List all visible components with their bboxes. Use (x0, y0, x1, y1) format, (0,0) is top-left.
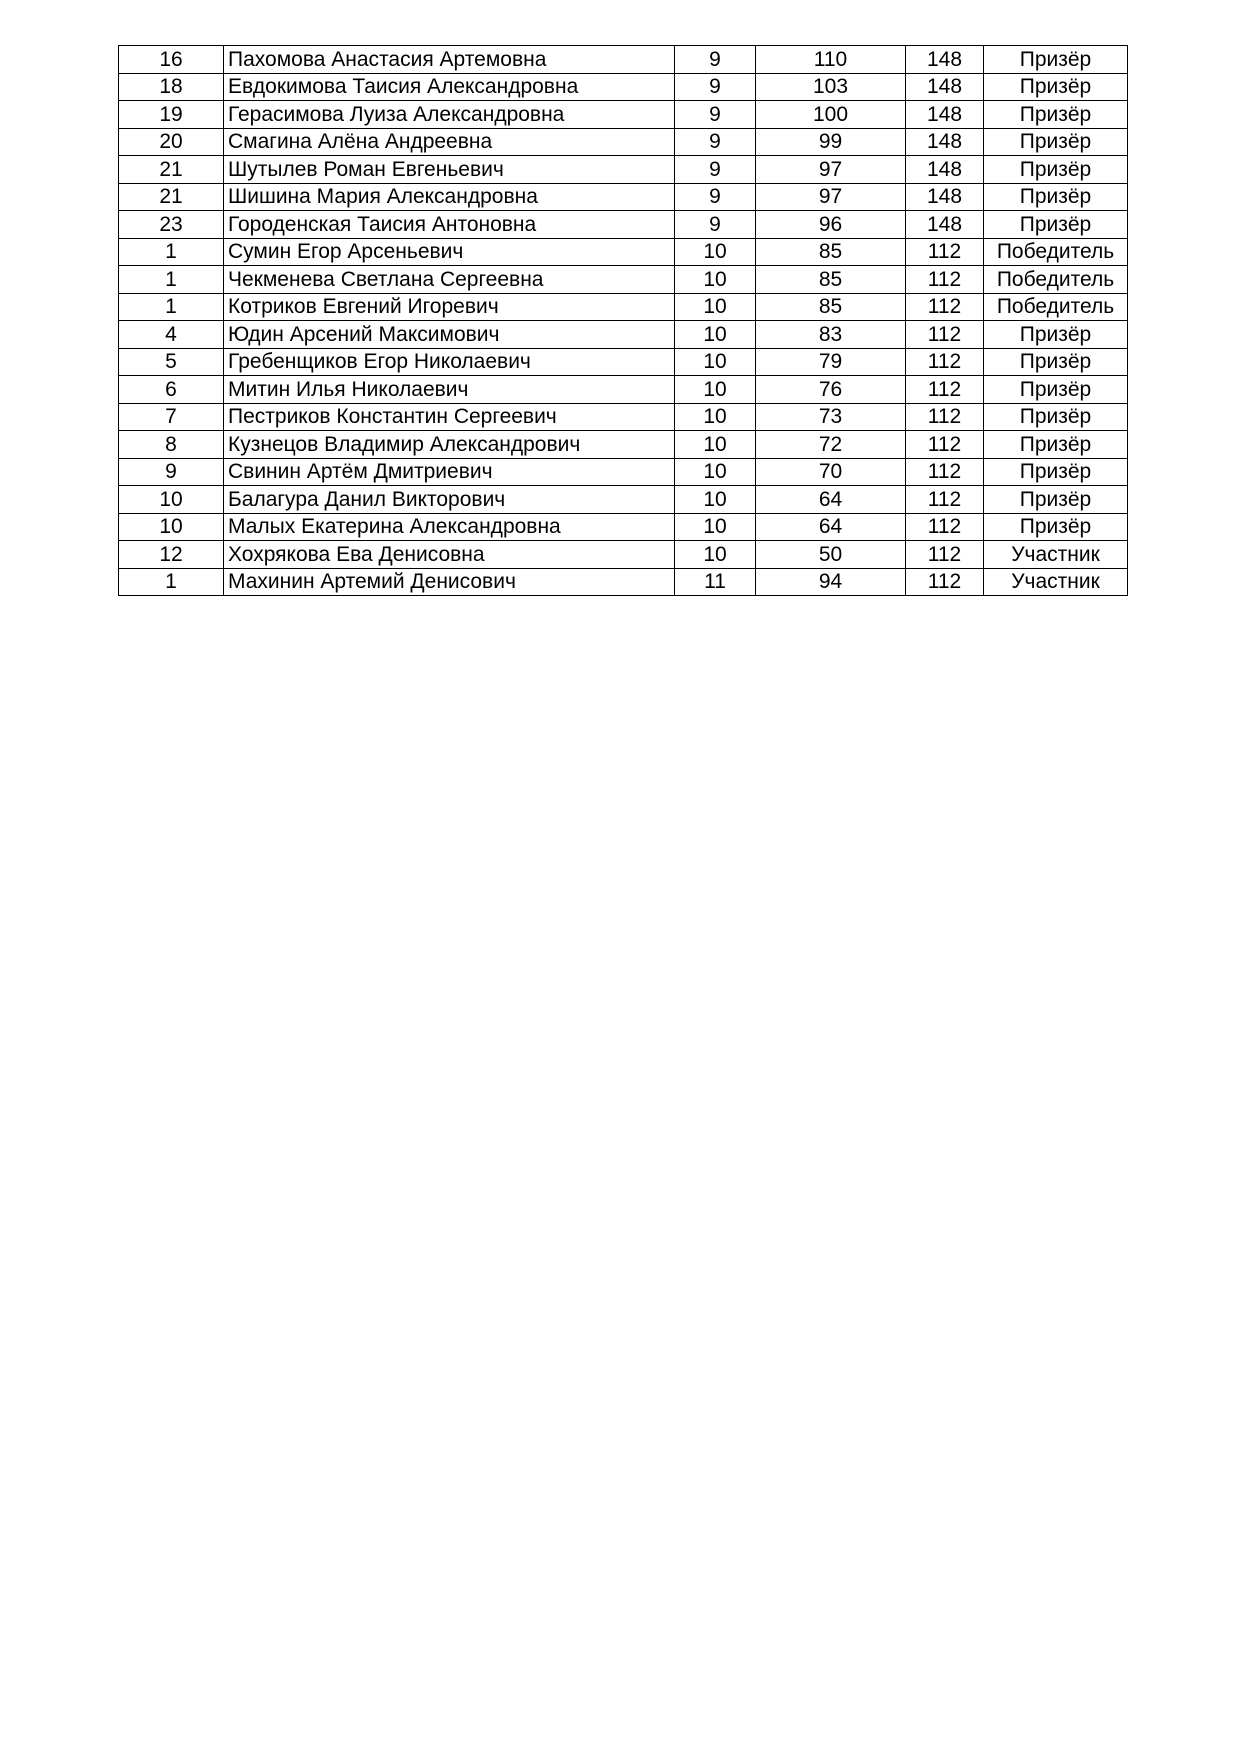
name-cell: Митин Илья Николаевич (224, 376, 675, 404)
score-cell: 110 (756, 46, 906, 74)
grade-cell: 9 (675, 46, 756, 74)
name-cell: Герасимова Луиза Александровна (224, 101, 675, 129)
name-cell: Кузнецов Владимир Александрович (224, 431, 675, 459)
score-cell: 50 (756, 541, 906, 569)
max-score-cell: 148 (906, 46, 984, 74)
grade-cell: 9 (675, 156, 756, 184)
max-score-cell: 148 (906, 73, 984, 101)
name-cell: Пахомова Анастасия Артемовна (224, 46, 675, 74)
max-score-cell: 112 (906, 458, 984, 486)
max-score-cell: 112 (906, 376, 984, 404)
status-cell: Призёр (984, 431, 1128, 459)
grade-cell: 10 (675, 266, 756, 294)
score-cell: 85 (756, 238, 906, 266)
table-row (119, 513, 1128, 541)
place-cell: 10 (119, 486, 224, 514)
status-cell: Победитель (984, 266, 1128, 294)
status-cell: Призёр (984, 403, 1128, 431)
place-cell: 16 (119, 46, 224, 74)
table-row (119, 238, 1128, 266)
status-cell: Призёр (984, 101, 1128, 129)
grade-cell: 10 (675, 513, 756, 541)
max-score-cell: 148 (906, 101, 984, 129)
grade-cell: 10 (675, 458, 756, 486)
status-cell: Призёр (984, 458, 1128, 486)
table-row (119, 266, 1128, 294)
grade-cell: 9 (675, 211, 756, 239)
grade-cell: 10 (675, 541, 756, 569)
place-cell: 1 (119, 266, 224, 294)
place-cell: 19 (119, 101, 224, 129)
name-cell: Евдокимова Таисия Александровна (224, 73, 675, 101)
max-score-cell: 148 (906, 128, 984, 156)
place-cell: 4 (119, 321, 224, 349)
max-score-cell: 112 (906, 486, 984, 514)
place-cell: 21 (119, 183, 224, 211)
table-row (119, 431, 1128, 459)
place-cell: 10 (119, 513, 224, 541)
table-row (119, 348, 1128, 376)
status-cell: Призёр (984, 73, 1128, 101)
place-cell: 1 (119, 293, 224, 321)
name-cell: Сумин Егор Арсеньевич (224, 238, 675, 266)
status-cell: Призёр (984, 128, 1128, 156)
place-cell: 18 (119, 73, 224, 101)
status-cell: Участник (984, 541, 1128, 569)
max-score-cell: 112 (906, 403, 984, 431)
max-score-cell: 112 (906, 348, 984, 376)
table-row (119, 293, 1128, 321)
name-cell: Юдин Арсений Максимович (224, 321, 675, 349)
score-cell: 64 (756, 486, 906, 514)
status-cell: Победитель (984, 293, 1128, 321)
table-row (119, 403, 1128, 431)
place-cell: 21 (119, 156, 224, 184)
status-cell: Победитель (984, 238, 1128, 266)
table-row (119, 156, 1128, 184)
max-score-cell: 148 (906, 183, 984, 211)
status-cell: Призёр (984, 348, 1128, 376)
score-cell: 97 (756, 183, 906, 211)
status-cell: Призёр (984, 156, 1128, 184)
score-cell: 100 (756, 101, 906, 129)
grade-cell: 9 (675, 73, 756, 101)
max-score-cell: 112 (906, 321, 984, 349)
name-cell: Балагура Данил Викторович (224, 486, 675, 514)
place-cell: 12 (119, 541, 224, 569)
table-row (119, 211, 1128, 239)
place-cell: 8 (119, 431, 224, 459)
name-cell: Смагина Алёна Андреевна (224, 128, 675, 156)
max-score-cell: 112 (906, 568, 984, 596)
score-cell: 72 (756, 431, 906, 459)
table-row (119, 568, 1128, 596)
name-cell: Шутылев Роман Евгеньевич (224, 156, 675, 184)
max-score-cell: 112 (906, 293, 984, 321)
score-cell: 99 (756, 128, 906, 156)
place-cell: 1 (119, 568, 224, 596)
max-score-cell: 112 (906, 238, 984, 266)
name-cell: Городенская Таисия Антоновна (224, 211, 675, 239)
table-row (119, 46, 1128, 74)
score-cell: 85 (756, 266, 906, 294)
table-row (119, 458, 1128, 486)
name-cell: Малых Екатерина Александровна (224, 513, 675, 541)
name-cell: Котриков Евгений Игоревич (224, 293, 675, 321)
table-row (119, 101, 1128, 129)
grade-cell: 10 (675, 293, 756, 321)
max-score-cell: 112 (906, 513, 984, 541)
status-cell: Призёр (984, 211, 1128, 239)
place-cell: 7 (119, 403, 224, 431)
status-cell: Призёр (984, 321, 1128, 349)
results-table-body (119, 46, 1128, 596)
name-cell: Чекменева Светлана Сергеевна (224, 266, 675, 294)
name-cell: Пестриков Константин Сергеевич (224, 403, 675, 431)
grade-cell: 9 (675, 183, 756, 211)
status-cell: Призёр (984, 376, 1128, 404)
place-cell: 1 (119, 238, 224, 266)
status-cell: Призёр (984, 486, 1128, 514)
grade-cell: 10 (675, 486, 756, 514)
place-cell: 9 (119, 458, 224, 486)
table-row (119, 321, 1128, 349)
name-cell: Свинин Артём Дмитриевич (224, 458, 675, 486)
max-score-cell: 112 (906, 266, 984, 294)
max-score-cell: 112 (906, 431, 984, 459)
table-row (119, 128, 1128, 156)
score-cell: 70 (756, 458, 906, 486)
score-cell: 79 (756, 348, 906, 376)
grade-cell: 9 (675, 101, 756, 129)
score-cell: 94 (756, 568, 906, 596)
table-row (119, 376, 1128, 404)
name-cell: Гребенщиков Егор Николаевич (224, 348, 675, 376)
table-row (119, 486, 1128, 514)
score-cell: 103 (756, 73, 906, 101)
score-cell: 76 (756, 376, 906, 404)
name-cell: Махинин Артемий Денисович (224, 568, 675, 596)
grade-cell: 10 (675, 238, 756, 266)
name-cell: Шишина Мария Александровна (224, 183, 675, 211)
table-row (119, 183, 1128, 211)
place-cell: 23 (119, 211, 224, 239)
grade-cell: 10 (675, 431, 756, 459)
score-cell: 64 (756, 513, 906, 541)
grade-cell: 9 (675, 128, 756, 156)
status-cell: Призёр (984, 513, 1128, 541)
place-cell: 20 (119, 128, 224, 156)
status-cell: Призёр (984, 46, 1128, 74)
status-cell: Участник (984, 568, 1128, 596)
place-cell: 5 (119, 348, 224, 376)
score-cell: 73 (756, 403, 906, 431)
grade-cell: 10 (675, 376, 756, 404)
score-cell: 85 (756, 293, 906, 321)
table-row (119, 73, 1128, 101)
grade-cell: 10 (675, 403, 756, 431)
grade-cell: 11 (675, 568, 756, 596)
place-cell: 6 (119, 376, 224, 404)
max-score-cell: 112 (906, 541, 984, 569)
score-cell: 83 (756, 321, 906, 349)
max-score-cell: 148 (906, 211, 984, 239)
grade-cell: 10 (675, 321, 756, 349)
table-row (119, 541, 1128, 569)
score-cell: 96 (756, 211, 906, 239)
max-score-cell: 148 (906, 156, 984, 184)
name-cell: Хохрякова Ева Денисовна (224, 541, 675, 569)
score-cell: 97 (756, 156, 906, 184)
grade-cell: 10 (675, 348, 756, 376)
results-table (118, 45, 1128, 596)
status-cell: Призёр (984, 183, 1128, 211)
